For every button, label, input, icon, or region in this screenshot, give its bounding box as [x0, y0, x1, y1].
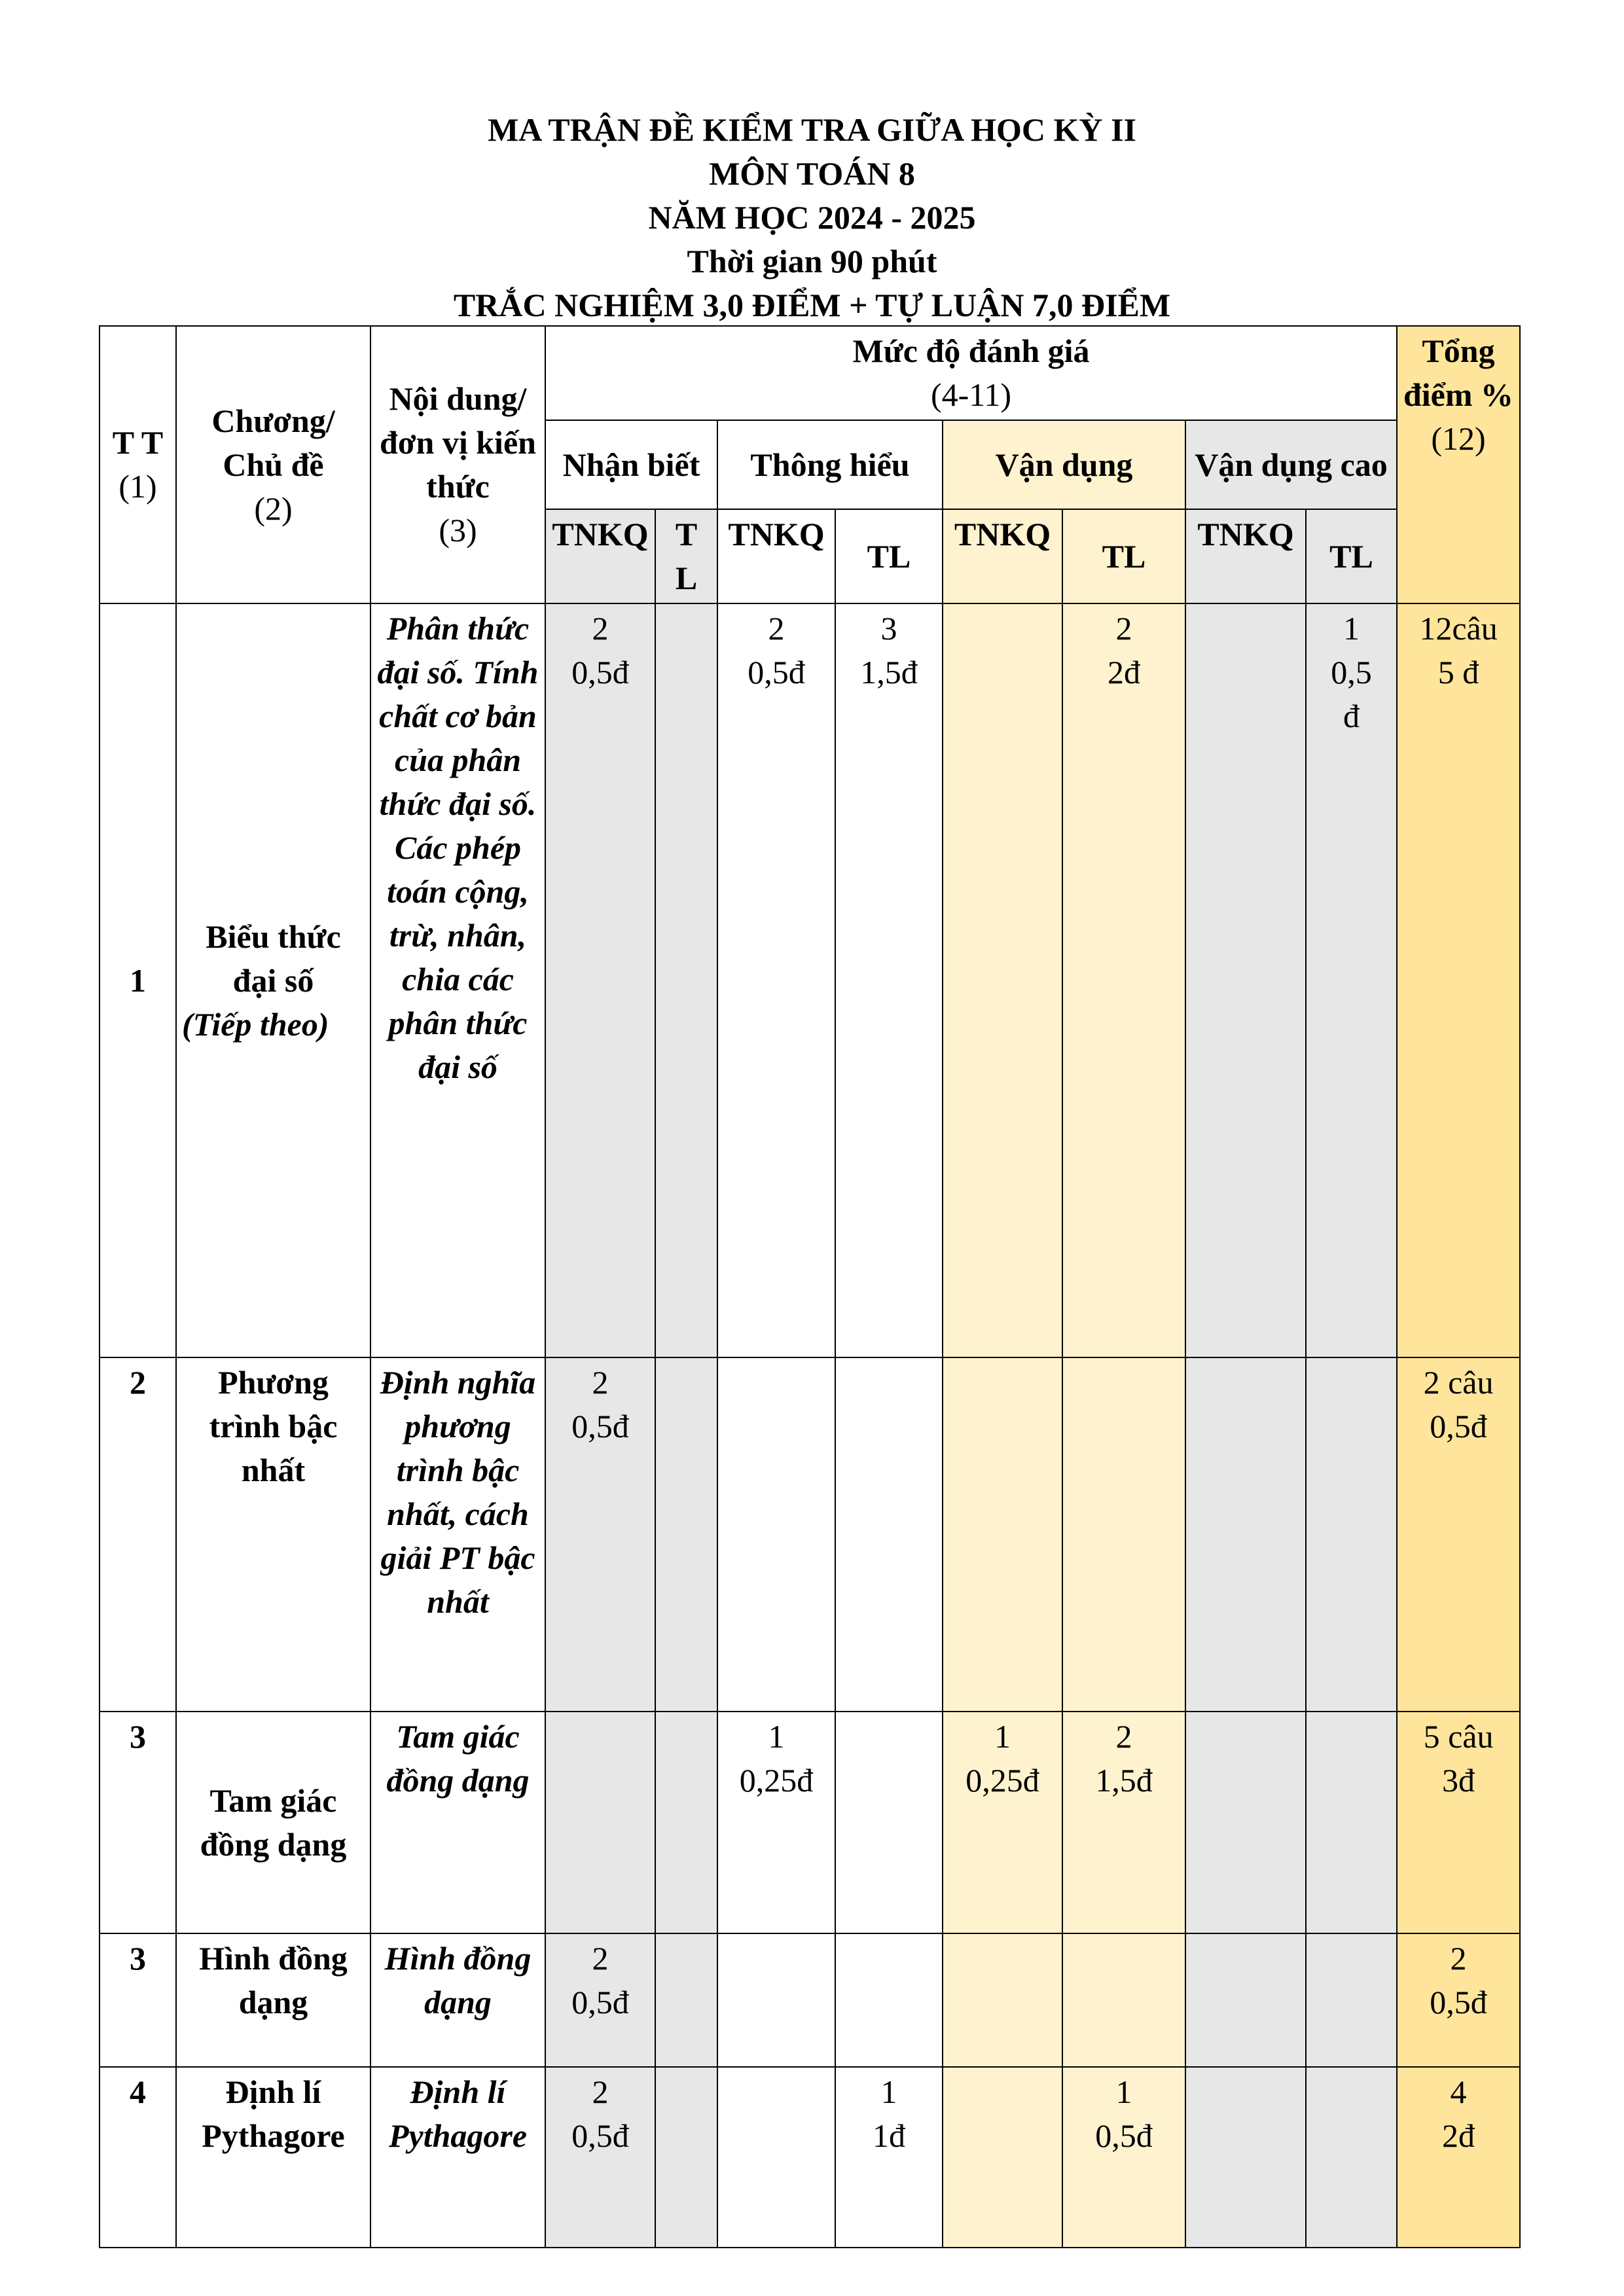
- title-line-4: Thời gian 90 phút: [687, 243, 937, 279]
- header-total-label: Tổng điểm %: [1403, 332, 1514, 413]
- header-level-num: (4-11): [930, 376, 1012, 413]
- cell-vd-tl: [1062, 1357, 1185, 1712]
- cell-nb-tl: [655, 1357, 717, 1712]
- assessment-matrix-table: [99, 325, 1521, 2248]
- header-tt-num: (1): [118, 468, 157, 505]
- cell-value: 0,5đ: [571, 1984, 629, 2020]
- title-line-3: NĂM HỌC 2024 - 2025: [648, 199, 976, 236]
- cell-vd-tl: [1062, 603, 1185, 1357]
- cell-value: 4: [1450, 2073, 1467, 2110]
- cell-nb-tnkq: [545, 603, 655, 1357]
- cell-value: 2: [592, 1940, 609, 1977]
- cell-th-tnkq: [717, 1933, 835, 2067]
- title-line-1: MA TRẬN ĐỀ KIỂM TRA GIỮA HỌC KỲ II: [488, 111, 1136, 148]
- cell-th-tl: [835, 603, 943, 1357]
- cell-th-tnkq: [717, 1712, 835, 1933]
- header-th-tnkq: TNKQ: [717, 509, 835, 603]
- cell-value: 1: [1115, 2073, 1132, 2110]
- header-tt-label: T T: [112, 424, 164, 461]
- cell-value: 0,5đ: [571, 1408, 629, 1444]
- cell-value: 0,25đ: [965, 1762, 1039, 1799]
- header-content-num: (3): [439, 512, 477, 548]
- header-chapter: [176, 326, 370, 603]
- header-row-1: [99, 326, 1520, 420]
- cell-nb-tnkq: [545, 1357, 655, 1712]
- cell-value: 2: [768, 610, 785, 647]
- cell-vd-tnkq: [943, 1712, 1062, 1933]
- cell-value: 0,5đ: [571, 2117, 629, 2154]
- cell-value: 2: [592, 2073, 609, 2110]
- cell-nb-tnkq: [545, 1933, 655, 2067]
- header-chapter-num: (2): [254, 490, 293, 527]
- header-tt: [99, 326, 176, 603]
- header-nhan-biet: Nhận biết: [545, 420, 717, 509]
- header-total-num: (12): [1431, 420, 1486, 457]
- cell-vd-tnkq: [943, 1357, 1062, 1712]
- row-content: Định nghĩa phương trình bậc nhất, cách giải PT bậc nhất: [370, 1357, 545, 1712]
- cell-total: [1397, 1357, 1520, 1712]
- table-row: [99, 1357, 1520, 1712]
- title-line-5: TRẮC NGHIỆM 3,0 ĐIỂM + TỰ LUẬN 7,0 ĐIỂM: [453, 287, 1171, 323]
- row-chapter-label: Phương trình bậc nhất: [209, 1364, 338, 1488]
- cell-vdc-tl: [1306, 1357, 1397, 1712]
- cell-value: 0,5đ: [1430, 1984, 1487, 2020]
- cell-vdc-tl: [1306, 2067, 1397, 2248]
- header-vd-tl: TL: [1062, 509, 1185, 603]
- cell-value: 2: [1115, 1718, 1132, 1755]
- table-row: [99, 603, 1520, 1357]
- cell-total: [1397, 1712, 1520, 1933]
- row-chapter: [176, 2067, 370, 2248]
- cell-value: 1: [768, 1718, 785, 1755]
- row-chapter-label: Định lí Pythagore: [202, 2073, 345, 2154]
- row-content: Hình đồng dạng: [370, 1933, 545, 2067]
- cell-th-tl: [835, 1933, 943, 2067]
- cell-total: [1397, 2067, 1520, 2248]
- cell-vdc-tnkq: [1185, 1357, 1306, 1712]
- cell-value: đ: [1343, 698, 1360, 734]
- header-nb-tl: T L: [655, 509, 717, 603]
- cell-nb-tl: [655, 2067, 717, 2248]
- table-row: [99, 2067, 1520, 2248]
- document-title-block: [0, 108, 1624, 327]
- cell-value: 1đ: [873, 2117, 905, 2154]
- row-content: Phân thức đại số. Tính chất cơ bản của phân thức đại số. Các phép toán cộng, trừ, nhân, chia các phân thức đại số: [370, 603, 545, 1357]
- row-chapter-label: Hình đồng dạng: [199, 1940, 348, 2020]
- cell-value: 12câu: [1419, 610, 1498, 647]
- cell-nb-tl: [655, 1712, 717, 1933]
- row-tt: 2: [99, 1357, 176, 1712]
- cell-value: 1,5đ: [860, 654, 918, 691]
- cell-vdc-tnkq: [1185, 1712, 1306, 1933]
- row-chapter: [176, 1712, 370, 1933]
- row-chapter: [176, 1357, 370, 1712]
- row-tt: 1: [99, 603, 176, 1357]
- cell-nb-tnkq: [545, 1712, 655, 1933]
- cell-nb-tnkq: [545, 2067, 655, 2248]
- cell-value: 2 câu: [1423, 1364, 1494, 1401]
- cell-th-tnkq: [717, 1357, 835, 1712]
- cell-vd-tnkq: [943, 603, 1062, 1357]
- header-content-label: Nội dung/đơn vị kiến thức: [380, 380, 536, 505]
- cell-nb-tl: [655, 1933, 717, 2067]
- row-content: Định lí Pythagore: [370, 2067, 545, 2248]
- row-tt: 3: [99, 1933, 176, 2067]
- header-vdc-tl: TL: [1306, 509, 1397, 603]
- cell-value: 0,5: [1331, 654, 1372, 691]
- cell-vd-tl: [1062, 2067, 1185, 2248]
- cell-value: 2đ: [1442, 2117, 1475, 2154]
- row-tt: 3: [99, 1712, 176, 1933]
- cell-th-tl: [835, 1357, 943, 1712]
- cell-value: 3đ: [1442, 1762, 1475, 1799]
- cell-value: 1: [880, 2073, 897, 2110]
- cell-value: 2đ: [1108, 654, 1140, 691]
- header-nb-tnkq: TNKQ: [545, 509, 655, 603]
- cell-value: 0,5đ: [571, 654, 629, 691]
- row-content: Tam giác đồng dạng: [370, 1712, 545, 1933]
- cell-th-tl: [835, 1712, 943, 1933]
- cell-value: 3: [880, 610, 897, 647]
- cell-total: [1397, 603, 1520, 1357]
- cell-th-tl: [835, 2067, 943, 2248]
- header-thong-hieu: Thông hiểu: [717, 420, 943, 509]
- cell-value: 5 đ: [1437, 654, 1479, 691]
- cell-vd-tnkq: [943, 1933, 1062, 2067]
- row-tt: 4: [99, 2067, 176, 2248]
- cell-value: 2: [592, 610, 609, 647]
- header-level: [545, 326, 1397, 420]
- cell-value: 0,25đ: [739, 1762, 814, 1799]
- header-content: [370, 326, 545, 603]
- table-row: [99, 1712, 1520, 1933]
- cell-value: 1,5đ: [1095, 1762, 1153, 1799]
- cell-value: 2: [592, 1364, 609, 1401]
- cell-vdc-tl: [1306, 603, 1397, 1357]
- cell-nb-tl: [655, 603, 717, 1357]
- header-th-tl: TL: [835, 509, 943, 603]
- cell-value: 1: [994, 1718, 1011, 1755]
- header-van-dung-cao: Vận dụng cao: [1185, 420, 1397, 509]
- header-chapter-label: Chương/ Chủ đề: [211, 402, 335, 483]
- cell-vdc-tnkq: [1185, 603, 1306, 1357]
- cell-vd-tnkq: [943, 2067, 1062, 2248]
- cell-value: 2: [1115, 610, 1132, 647]
- cell-total: [1397, 1933, 1520, 2067]
- header-total: [1397, 326, 1520, 603]
- row-chapter: [176, 603, 370, 1357]
- title-line-2: MÔN TOÁN 8: [709, 155, 915, 192]
- row-chapter-note: (Tiếp theo): [182, 1005, 329, 1043]
- cell-vd-tl: [1062, 1712, 1185, 1933]
- cell-value: 0,5đ: [1430, 1408, 1487, 1444]
- cell-vdc-tl: [1306, 1933, 1397, 2067]
- cell-value: 1: [1343, 610, 1360, 647]
- row-chapter-label: Tam giác đồng dạng: [200, 1782, 347, 1863]
- header-vd-tnkq: TNKQ: [943, 509, 1062, 603]
- cell-vdc-tnkq: [1185, 1933, 1306, 2067]
- row-chapter: [176, 1933, 370, 2067]
- cell-vdc-tl: [1306, 1712, 1397, 1933]
- header-van-dung: Vận dụng: [943, 420, 1185, 509]
- cell-value: 0,5đ: [1095, 2117, 1153, 2154]
- row-chapter-label: Biểu thức đại số: [206, 918, 341, 999]
- header-level-label: Mức độ đánh giá: [852, 332, 1090, 369]
- cell-value: 2: [1450, 1940, 1467, 1977]
- cell-vd-tl: [1062, 1933, 1185, 2067]
- cell-vdc-tnkq: [1185, 2067, 1306, 2248]
- table-row: [99, 1933, 1520, 2067]
- cell-value: 0,5đ: [748, 654, 805, 691]
- cell-th-tnkq: [717, 2067, 835, 2248]
- cell-th-tnkq: [717, 603, 835, 1357]
- cell-value: 5 câu: [1423, 1718, 1494, 1755]
- header-vdc-tnkq: TNKQ: [1185, 509, 1306, 603]
